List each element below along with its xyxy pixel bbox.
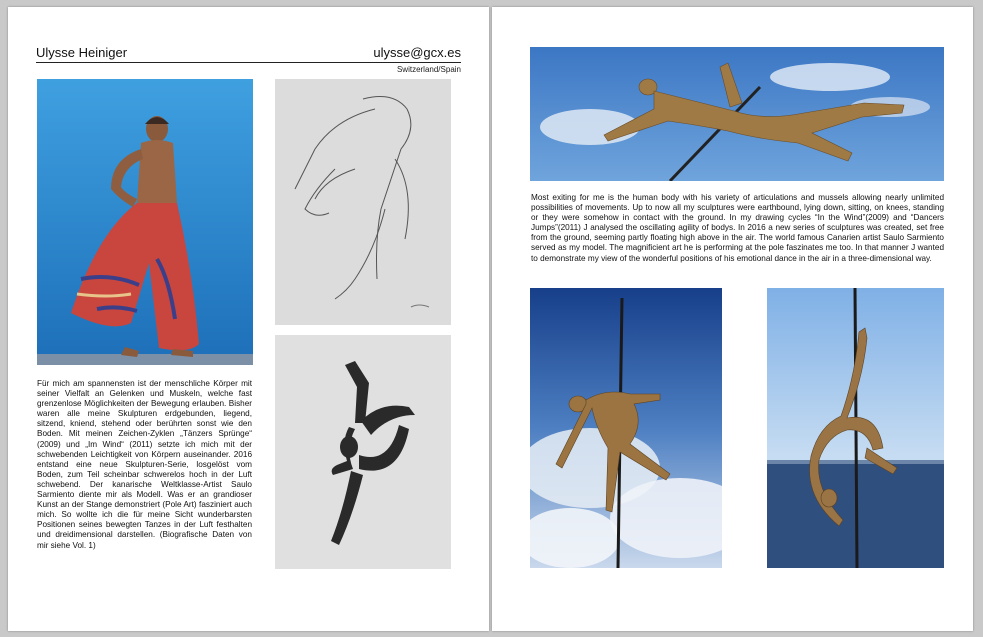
- pole-sculpture-photo-left: [530, 288, 722, 568]
- flying-sculpture-photo: [530, 47, 944, 181]
- author-email: ulysse@gcx.es: [373, 45, 461, 60]
- pole-sculpture-photo-right: [767, 288, 944, 568]
- left-page: [8, 7, 489, 631]
- header-divider: [36, 62, 461, 63]
- dancer-portrait-photo: [37, 79, 253, 365]
- right-page: [492, 7, 973, 631]
- ink-figure-drawing-photo: [275, 335, 451, 569]
- author-name: Ulysse Heiniger: [36, 45, 128, 60]
- german-description: Für mich am spannensten ist der menschliche Körper mit seiner Vielfalt an Gelenken und Muskeln, welche fast grenzenlose Möglichkeiten der Bewegung erlauben. Bisher waren alle meine Skulpturen erdgebunden, liegend, sitzend, kniend, stehend oder berührten sonst wie den Boden. Mit meinen Zeichen-Zyklen „Tänzers Sprünge“ (2009) und „Im Wind“ (2011) setzte ich mich mit der schwebenden Leichtigkeit von Körpern auseinander. 2016 entstand eine neue Skulpturen-Serie, losgelöst vom Boden, zum Teil scheinbar schwerelos hoch in der Luft schwebend. Der kanarische Weltklasse-Artist Saulo Sarmiento diente mir als Modell. Was er an grandioser Kunst an der Stange demonstriert (Pole Art) fasziniert auch mich. So wollte ich die für meine Sicht wunderbarsten Positionen seines bewegten Tanzes in der Luft festhalten und dreidimensional darstellen. (Biografische Daten von mir siehe Vol. 1): [37, 379, 252, 550]
- english-description: Most exiting for me is the human body with his variety of articulations and mussels allowing nearly unlimited possibilities of movements. Up to now all my sculptures were earthbound, lying down, sitting, on knees, standing or they were somehow in contact with the ground. In my drawing cycles “In the Wind”(2009) and “Dancers Jumps”(2011) J analysed the oscillating agility of bodys. In 2016 a new series of sculptures was created, set free from the ground, seeming partly floating high above in the air. The world famous Canarien artist Saulo Sarmiento served as my model. The magnificient art he is performing at the pole faszinates me too. In that manner J wanted to demonstrate my view of the wonderful positions of his emotional dance in the air in a three-dimensional way.: [531, 193, 944, 263]
- pencil-sketch-photo: [275, 79, 451, 325]
- author-location: Switzerland/Spain: [396, 65, 461, 74]
